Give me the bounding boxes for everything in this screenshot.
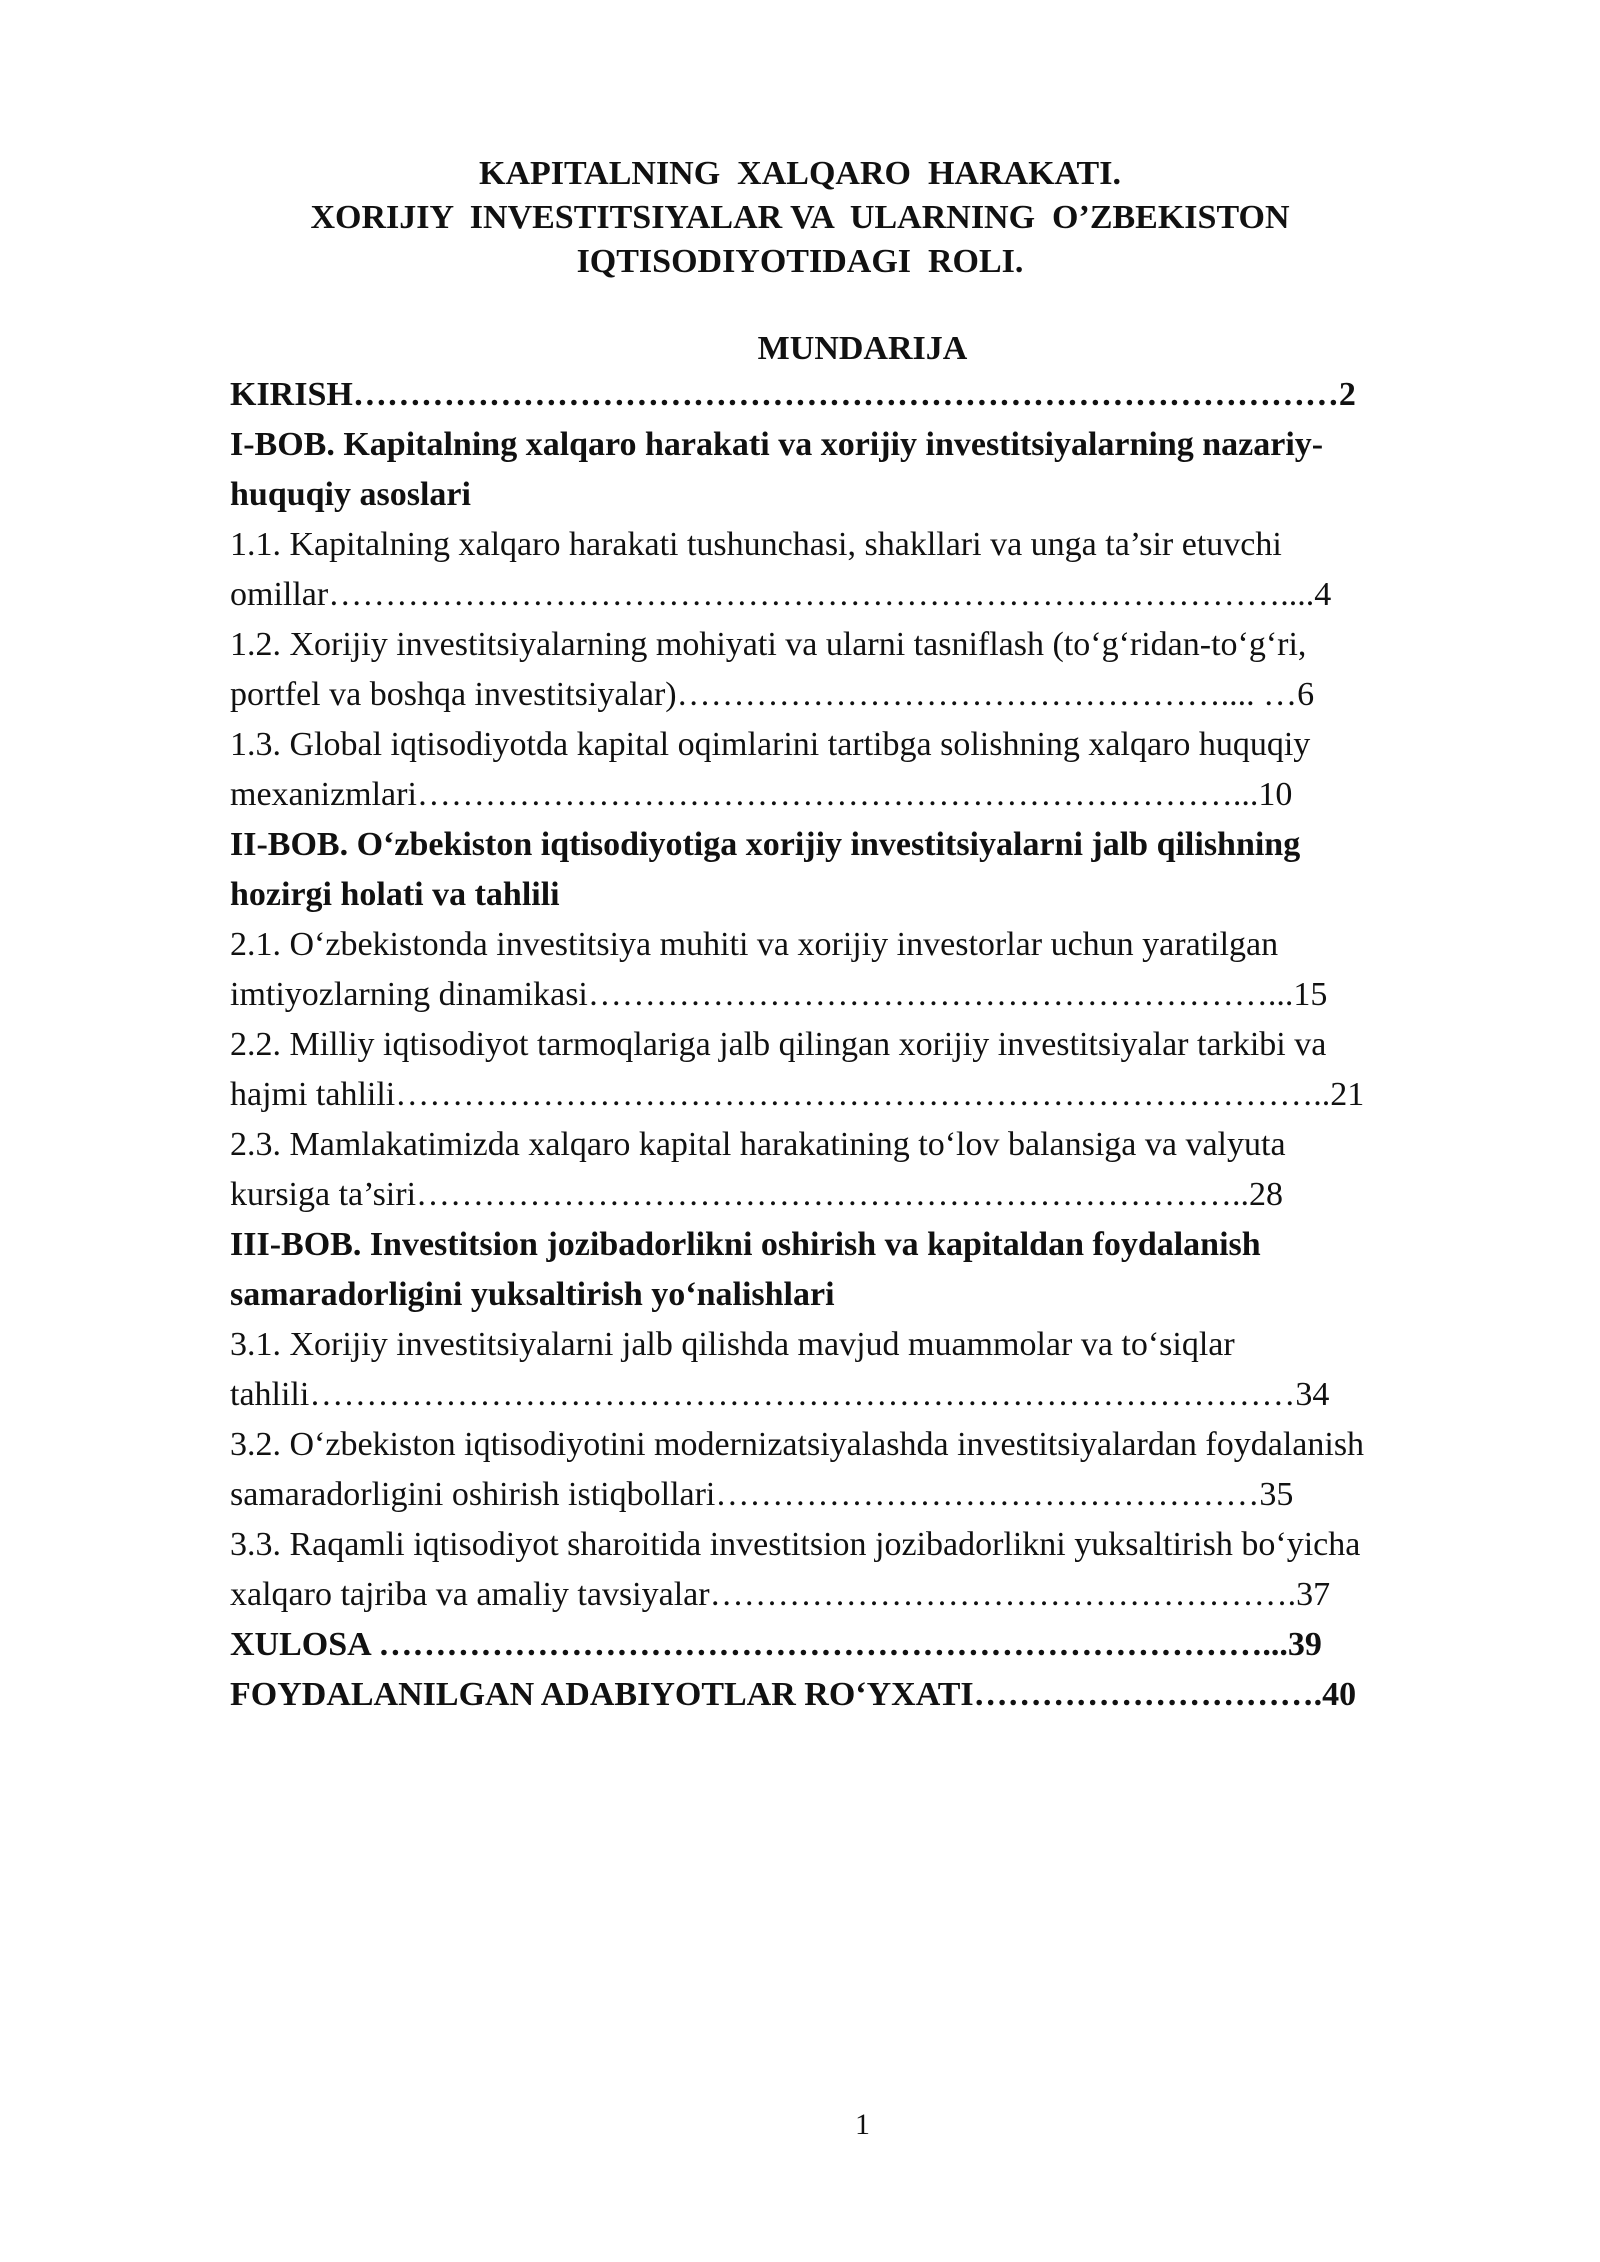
page-number: 1 (855, 2108, 870, 2141)
toc-entry-line: tahlili……………………………………………………………………………34 (230, 1376, 1330, 1413)
toc-entry-line: 3.3. Raqamli iqtisodiyot sharoitida investitsion jozibadorlikni yuksaltirish bo‘yicha (230, 1526, 1361, 1563)
toc-entry (230, 620, 1500, 720)
toc-entry-line: 1.3. Global iqtisodiyotda kapital oqimlarini tartibga solishning xalqaro huquqiy (230, 726, 1311, 763)
title-line: IQTISODIYOTIDAGI ROLI. (576, 243, 1024, 280)
title-line: XORIJIY INVESTITSIYALAR VA ULARNING O’ZBEKISTON (310, 199, 1290, 236)
toc-entry-line: xalqaro tajriba va amaliy tavsiyalar…………………………………………….37 (230, 1576, 1331, 1613)
toc-entry-line: I-BOB. Kapitalning xalqaro harakati va xorijiy investitsiyalarning nazariy- (230, 426, 1324, 463)
toc-entry-line: III-BOB. Investitsion jozibadorlikni oshirish va kapitaldan foydalanish (230, 1226, 1261, 1263)
toc-entry-line: 3.1. Xorijiy investitsiyalarni jalb qilishda mavjud muammolar va to‘siqlar (230, 1326, 1235, 1363)
toc-entry (230, 520, 1500, 620)
toc-entry (230, 1520, 1500, 1620)
toc-entry (230, 1120, 1500, 1220)
toc-entry-line: kursiga ta’siri………………………………………………………………..28 (230, 1176, 1284, 1213)
toc-entry (230, 370, 1500, 420)
toc-entry-line: 1.1. Kapitalning xalqaro harakati tushunchasi, shakllari va unga ta’sir etuvchi (230, 526, 1282, 563)
toc-entry-line: 3.2. O‘zbekiston iqtisodiyotini modernizatsiyalashda investitsiyalardan foydalanish (230, 1426, 1365, 1463)
toc-entry-line: KIRISH……………………………………………………………………………2 (230, 376, 1356, 413)
toc-entry (230, 1670, 1500, 1720)
toc-entry (230, 920, 1500, 1020)
table-of-contents (230, 370, 1500, 1720)
toc-entry-line: FOYDALANILGAN ADABIYOTLAR RO‘YXATI………………………….40 (230, 1676, 1357, 1713)
toc-entry (230, 1220, 1500, 1320)
toc-entry-line: portfel va boshqa investitsiyalar)………………………………………….... …6 (230, 676, 1315, 713)
toc-entry-line: hozirgi holati va tahlili (230, 876, 560, 913)
toc-entry-line: 2.1. O‘zbekistonda investitsiya muhiti va xorijiy investorlar uchun yaratilgan (230, 926, 1279, 963)
toc-entry (230, 1420, 1500, 1520)
toc-entry-line: samaradorligini oshirish istiqbollari…………………………………………35 (230, 1476, 1294, 1513)
toc-entry (230, 1320, 1500, 1420)
toc-entry-line: 2.2. Milliy iqtisodiyot tarmoqlariga jalb qilingan xorijiy investitsiyalar tarkibi va (230, 1026, 1327, 1063)
toc-entry-line: II-BOB. O‘zbekiston iqtisodiyotiga xorijiy investitsiyalarni jalb qilishning (230, 826, 1301, 863)
toc-entry (230, 1020, 1500, 1120)
toc-entry-line: 2.3. Mamlakatimizda xalqaro kapital harakatining to‘lov balansiga va valyuta (230, 1126, 1286, 1163)
toc-entry-line: hajmi tahlili………………………………………………………………………..21 (230, 1076, 1365, 1113)
toc-entry-line: XULOSA ……………………………………………………………………...39 (230, 1626, 1322, 1663)
toc-entry-line: 1.2. Xorijiy investitsiyalarning mohiyati va ularni tasniflash (to‘g‘ridan-to‘g‘ri, (230, 626, 1307, 663)
document-title (0, 152, 1600, 284)
toc-entry-line: mexanizmlari………………………………………………………………...10 (230, 776, 1293, 813)
toc-entry-line: huquqiy asoslari (230, 476, 471, 513)
toc-entry (230, 1620, 1500, 1670)
toc-entry-line: omillar…………………………………………………………………………....4 (230, 576, 1332, 613)
toc-entry-line: imtiyozlarning dinamikasi……………………………………………………...15 (230, 976, 1328, 1013)
title-line: KAPITALNING XALQARO HARAKATI. (479, 155, 1121, 192)
toc-entry (230, 720, 1500, 820)
toc-heading: MUNDARIJA (757, 330, 968, 367)
toc-entry (230, 420, 1500, 520)
toc-entry-line: samaradorligini yuksaltirish yo‘nalishlari (230, 1276, 835, 1313)
toc-entry (230, 820, 1500, 920)
